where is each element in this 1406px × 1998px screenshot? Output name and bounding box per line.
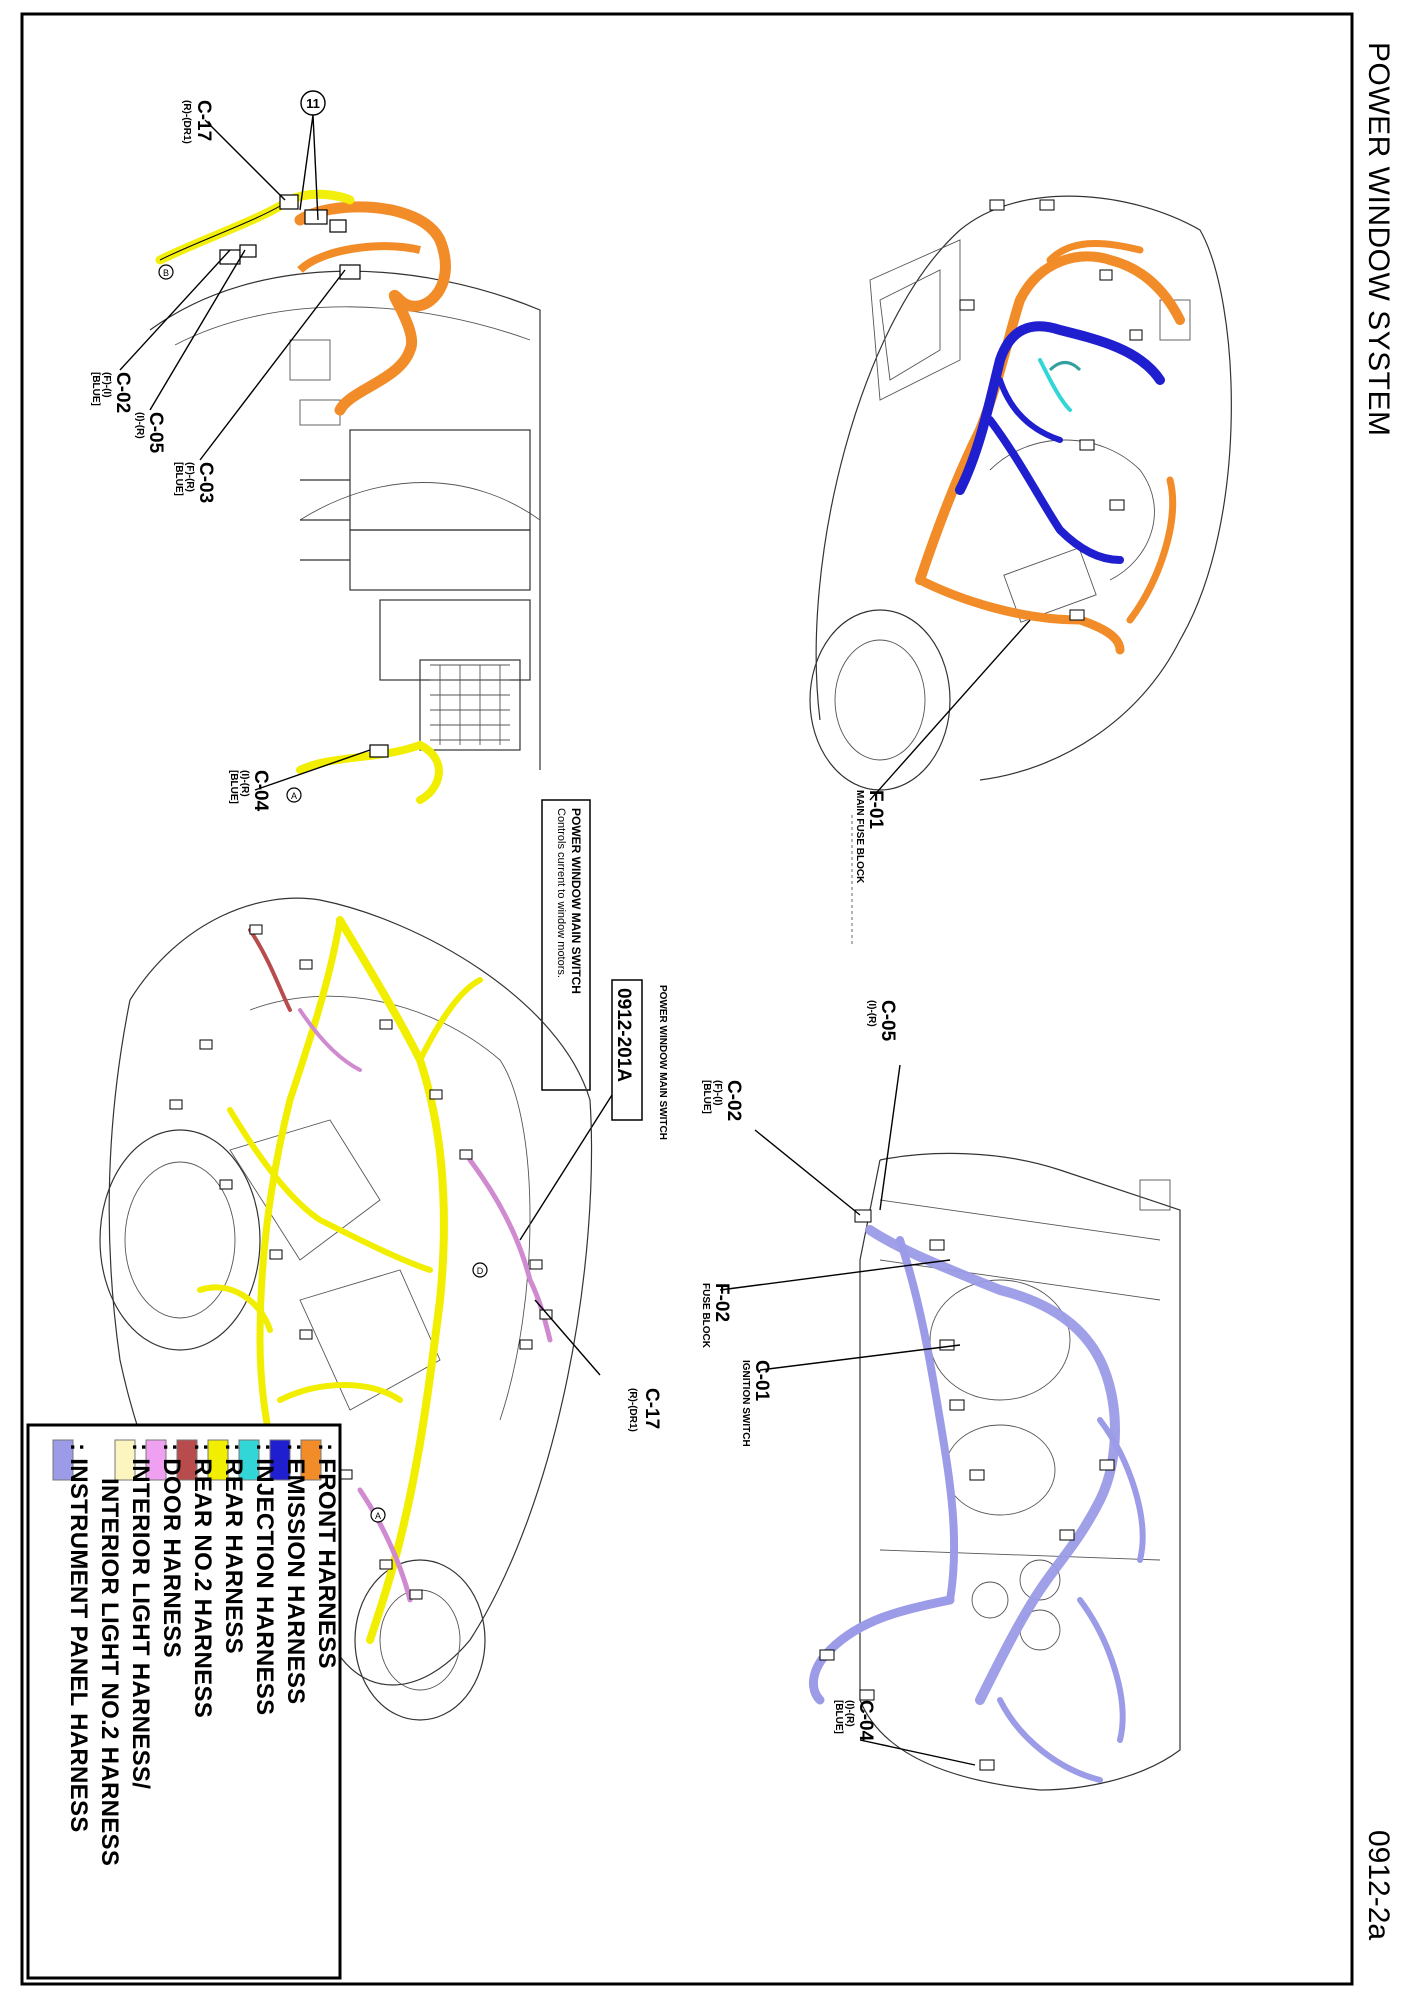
bottom-right-view — [700, 1000, 1180, 1790]
svg-text:C-01: C-01 — [751, 1360, 772, 1402]
svg-text:C-17: C-17 — [641, 1388, 662, 1430]
svg-text:A: A — [290, 791, 298, 801]
svg-text:B: B — [162, 268, 170, 278]
svg-text:C-02: C-02 — [723, 1080, 744, 1122]
svg-text:(R)-(DR1): (R)-(DR1) — [627, 1388, 638, 1432]
svg-text:[BLUE]: [BLUE] — [833, 1700, 844, 1734]
svg-text:C-05: C-05 — [145, 412, 166, 454]
svg-text:MAIN FUSE BLOCK: MAIN FUSE BLOCK — [854, 790, 865, 884]
label-c04-bottomright — [833, 1700, 876, 1742]
svg-text:POWER WINDOW MAIN SWITCH: POWER WINDOW MAIN SWITCH — [657, 985, 668, 1140]
label-c05-bottomright — [866, 1000, 898, 1042]
svg-text:(R)-(DR1): (R)-(DR1) — [181, 100, 192, 144]
svg-text:(I)-(R): (I)-(R) — [134, 412, 145, 439]
front-harness-topright — [920, 256, 1180, 580]
svg-text:C-03: C-03 — [195, 462, 216, 504]
svg-text:(I)-(R): (I)-(R) — [866, 1000, 877, 1027]
svg-text:[BLUE]: [BLUE] — [173, 462, 184, 496]
svg-text:0912-201A: 0912-201A — [613, 988, 634, 1083]
legend-label-1: : EMISSION HARNESS — [282, 1443, 309, 1705]
svg-text:[BLUE]: [BLUE] — [701, 1080, 712, 1114]
svg-text:FUSE BLOCK: FUSE BLOCK — [700, 1283, 711, 1348]
door-harness-bottomleft — [470, 1160, 550, 1340]
label-f01-topright — [854, 790, 886, 884]
top-right-view — [810, 196, 1231, 945]
label-c02-bottomright — [701, 1080, 744, 1121]
legend-label-0: : FRONT HARNESS — [313, 1443, 340, 1669]
rear-no2-harness-bottomleft — [250, 930, 290, 1010]
svg-text:(F)-(I): (F)-(I) — [712, 1080, 723, 1106]
svg-text:A: A — [374, 1511, 382, 1521]
label-c05-topleft — [134, 412, 166, 454]
label-c04-topleft — [228, 770, 271, 812]
label-c02-topleft — [90, 372, 133, 413]
legend-label-3: : REAR HARNESS — [220, 1443, 247, 1654]
label-c03-topleft — [173, 462, 216, 503]
svg-text:C-04: C-04 — [250, 770, 271, 812]
instrument-panel-harness — [870, 1230, 1115, 1700]
legend-label-6-line2: INTERIOR LIGHT NO.2 HARNESS — [96, 1478, 123, 1867]
label-c17-topleft — [181, 100, 214, 144]
legend-label-2: : INJECTION HARNESS — [251, 1443, 278, 1716]
top-left-view — [90, 91, 540, 812]
svg-text:POWER WINDOW MAIN SWITCH: POWER WINDOW MAIN SWITCH — [569, 808, 583, 994]
label-c01-bottomright — [740, 1360, 772, 1447]
svg-text:Controls current to window mot: Controls current to window motors. — [555, 808, 567, 978]
svg-text:(I)-(R): (I)-(R) — [844, 1700, 855, 1727]
svg-text:D: D — [476, 1266, 484, 1276]
svg-text:C-04: C-04 — [855, 1700, 876, 1742]
svg-text:C-17: C-17 — [193, 100, 214, 142]
label-c17-bottomleft — [627, 1388, 662, 1432]
front-harness-topleft — [300, 207, 445, 410]
svg-text:C-05: C-05 — [877, 1000, 898, 1042]
emission-harness-topright — [960, 326, 1160, 490]
svg-text:(F)-(R): (F)-(R) — [184, 462, 195, 492]
callout-power-window-main-switch — [520, 800, 668, 1240]
page-title: POWER WINDOW SYSTEM — [1362, 42, 1395, 437]
label-f02-bottomright — [700, 1283, 732, 1349]
svg-text:11: 11 — [306, 96, 320, 111]
legend-label-5: : DOOR HARNESS — [158, 1443, 185, 1658]
legend-label-4: : REAR NO.2 HARNESS — [189, 1443, 216, 1719]
svg-text:F-01: F-01 — [865, 790, 886, 830]
legend — [28, 1425, 340, 1978]
svg-text:[BLUE]: [BLUE] — [228, 770, 239, 804]
svg-text:F-02: F-02 — [711, 1283, 732, 1323]
legend-label-7: : INSTRUMENT PANEL HARNESS — [65, 1443, 92, 1833]
svg-text:C-02: C-02 — [112, 372, 133, 414]
svg-text:(I)-(R): (I)-(R) — [239, 770, 250, 797]
legend-label-6: : INTERIOR LIGHT HARNESS/ — [127, 1443, 154, 1790]
svg-text:[BLUE]: [BLUE] — [90, 372, 101, 406]
svg-text:(F)-(I): (F)-(I) — [101, 372, 112, 398]
page-code: 0912-2a — [1362, 1830, 1395, 1941]
svg-text:IGNITION SWITCH: IGNITION SWITCH — [740, 1360, 751, 1447]
